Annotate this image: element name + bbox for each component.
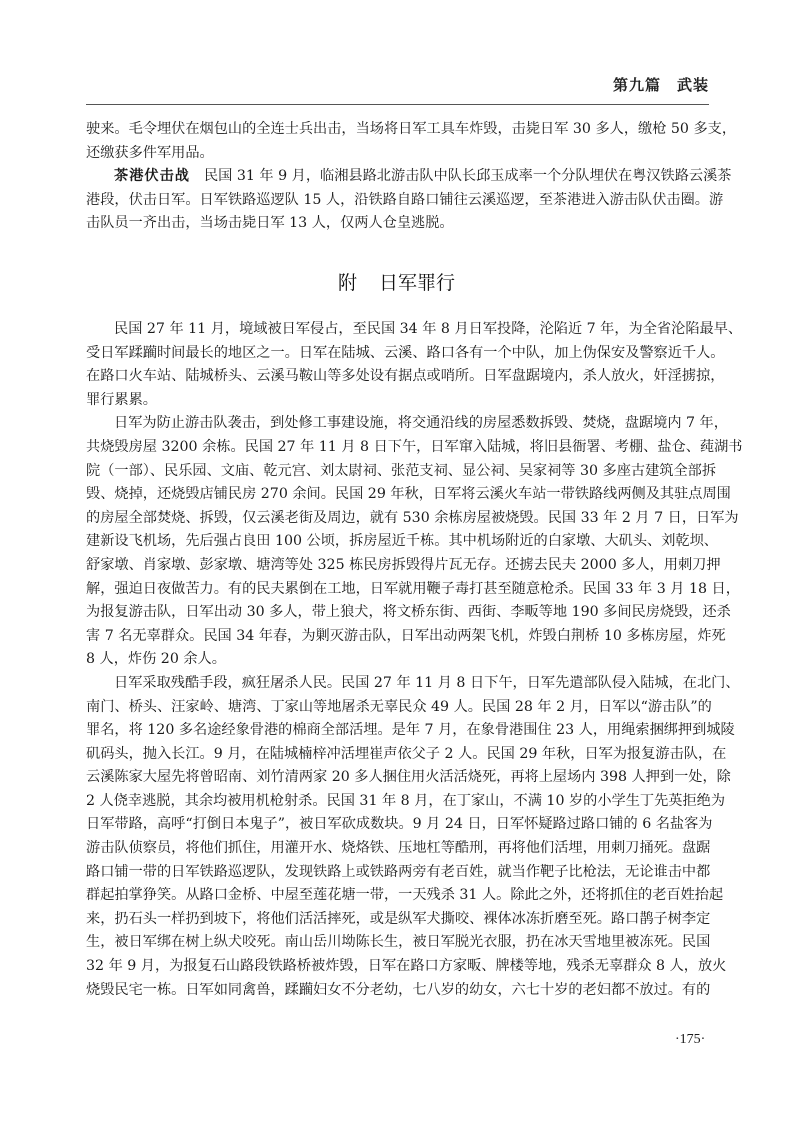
text-line: 害 7 名无辜群众。民国 34 年春，为剿灭游击队，日军出动两架飞机，炸毁白荆桥 10 多栋房屋，炸死 [86, 627, 726, 644]
text-line: 共烧毁房屋 3200 余栋。民国 27 年 11 月 8 日下午，日军窜入陆城，将旧县衙署、考棚、盐仓、莼湖书 [86, 438, 743, 455]
text-line: 群起拍掌狰笑。从路口金桥、中屋至莲花塘一带，一天残杀 31 人。除此之外，还将抓住的老百姓抬起 [86, 887, 724, 904]
text-line: 云溪陈家大屋先将曾昭南、刘竹清两家 20 多人捆住用火活活烧死，再将上屋场内 398 人押到一处，除 [86, 769, 731, 786]
chapter-title: 第九篇 武装 [612, 76, 709, 94]
text-line: 院（一部）、民乐园、文庙、乾元宫、刘太尉祠、张范支祠、显公祠、吴家祠等 30 多座古建筑全部拆 [86, 462, 717, 479]
text-line [86, 165, 732, 189]
text-line: 还缴获多件军用品。 [86, 144, 214, 161]
battle-title: 茶港伏击战 [114, 168, 190, 185]
section-heading [0, 268, 793, 295]
text-line: 日军带路，高呼“打倒日本鬼子”，被日军砍成数块。9 月 24 日，日军怀疑路过路口铺的 6 名盐客为 [86, 816, 713, 833]
text-line: 港段，伏击日军。日军铁路巡逻队 15 人，沿铁路自路口铺往云溪巡逻，至茶港进入游击队伏击圈。游 [86, 191, 724, 208]
text-line: 驶来。毛令埋伏在烟包山的全连士兵出击，当场将日军工具车炸毁，击毙日军 30 多人，缴枪 50 多支， [86, 121, 737, 137]
text-line: 舒家墩、肖家墩、彭家墩、塘湾等处 325 栋民房拆毁得片瓦无存。还掳去民夫 2000 多人，用刺刀押 [86, 556, 721, 573]
text-line: 的房屋全部焚烧、拆毁，仅云溪老街及周边，就有 530 余栋房屋被烧毁。民国 33 年 2 月 7 日，日军为 [86, 509, 739, 526]
text-line: 击队员一齐出击，当场击毙日军 13 人，仅两人仓皇逃脱。 [86, 215, 454, 232]
battle-text: 民国 31 年 9 月，临湘县路北游击队中队长邱玉成率一个分队埋伏在粤汉铁路云溪茶 [203, 168, 732, 185]
text-line: 为报复游击队，日军出动 30 多人，带上狼犬，将文桥东街、西街、李畈等地 190 多间民房烧毁，还杀 [86, 604, 731, 621]
paragraph [86, 412, 743, 672]
text-line: 解，强迫日夜做苦力。有的民夫累倒在工地，日军就用鞭子毒打甚至随意枪杀。民国 33 年 3 月 18 日， [86, 580, 740, 597]
text-line: 游击队侦察员，将他们抓住，用灌开水、烧烙铁、压地杠等酷刑，再将他们活埋，用刺刀捅死。盘踞 [86, 840, 711, 857]
text-line: 受日军蹂躏时间最长的地区之一。日军在陆城、云溪、路口各有一个中队，加上伪保安及警察近千人。 [86, 344, 725, 361]
text-line: 罪行累累。 [86, 391, 157, 408]
text-line: 2 人侥幸逃脱，其余均被用机枪射杀。民国 31 年 8 月，在丁家山，不满 10 岁的小学生丁先英拒绝为 [86, 792, 726, 809]
text-line: 罪名，将 120 多名途经象骨港的棉商全部活埋。是年 7 月，在象骨港围住 23 人，用绳索捆绑押到城陵 [86, 722, 735, 739]
text-line: 生，被日军绑在树上纵犬咬死。南山岳川坳陈长生，被日军脱光衣服，扔在冰天雪地里被冻死。民国 [86, 934, 711, 951]
section-heading-title: 日军罪行 [379, 272, 456, 294]
page-number: ·175· [675, 1032, 706, 1047]
text-line: 来，扔石头一样扔到坡下，将他们活活摔死，或是纵军犬撕咬、裸体冰冻折磨至死。路口鹊子树李定 [86, 910, 711, 927]
section-heading-prefix: 附 [337, 272, 357, 294]
text-line: 日军采取残酷手段，疯狂屠杀人民。民国 27 年 11 月 8 日下午，日军先遣部队侵入陆城，在北门、 [114, 674, 740, 691]
text-line: 32 年 9 月，为报复石山路段铁路桥被炸毁，日军在路口方家畈、牌楼等地，残杀无辜群众 8 人，放火 [86, 958, 727, 975]
previous-section-text [86, 118, 737, 236]
section-body [86, 318, 743, 1002]
paragraph [86, 318, 743, 412]
text-line: 建新设飞机场，先后强占良田 100 公顷，拆房屋近千栋。其中机场附近的白家墩、大矶头、刘乾坝、 [86, 533, 718, 550]
text-line: 日军为防止游击队袭击，到处修工事建设施，将交通沿线的房屋悉数拆毁、焚烧，盘踞境内 7 年， [114, 415, 728, 432]
text-line: 毁、烧掉，还烧毁店铺民房 270 余间。民国 29 年秋，日军将云溪火车站一带铁路线两侧及其驻点周围 [86, 486, 731, 503]
paragraph [86, 672, 740, 1002]
text-line: 烧毁民宅一栋。日军如同禽兽，蹂躏妇女不分老幼，七八岁的幼女，六七十岁的老妇都不放过。有的 [86, 981, 711, 998]
text-line: 民国 27 年 11 月，境域被日军侵占，至民国 34 年 8 月日军投降，沦陷近 7 年，为全省沦陷最早、 [114, 321, 743, 337]
text-line: 8 人，炸伤 20 余人。 [86, 651, 226, 668]
text-line: 南门、桥头、汪家岭、塘湾、丁家山等地屠杀无辜民众 49 人。民国 28 年 2 月，日军以“游击队”的 [86, 698, 712, 715]
text-line: 矶码头，抛入长江。9 月，在陆城楠梓冲活埋崔声依父子 2 人。民国 29 年秋，日军为报复游击队，在 [86, 745, 727, 762]
text-line: 路口铺一带的日军铁路巡逻队，发现铁路上或铁路两旁有老百姓，就当作靶子比枪法，无论谁击中都 [86, 863, 711, 880]
text-line: 在路口火车站、陆城桥头、云溪马鞍山等多处设有据点或哨所。日军盘踞境内，杀人放火，奸淫掳掠， [86, 368, 725, 385]
running-header [86, 74, 709, 105]
